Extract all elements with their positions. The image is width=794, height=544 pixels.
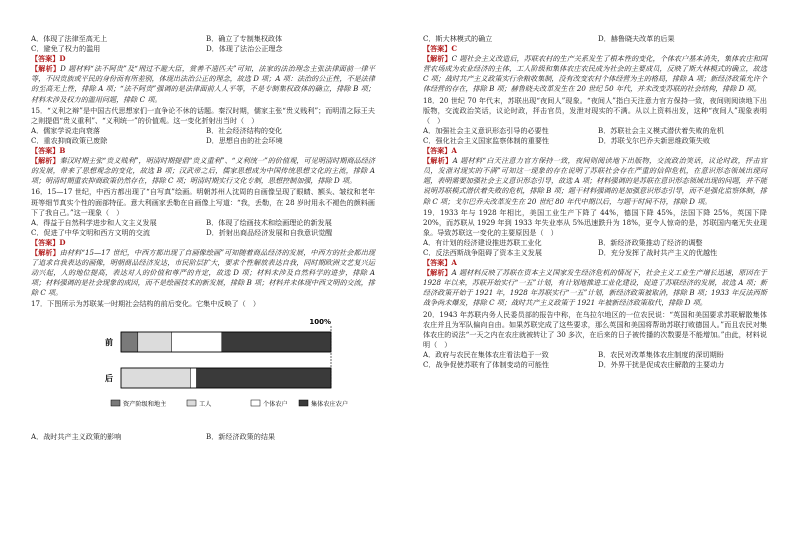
q17-explanation [423, 54, 767, 94]
q17-expl-body: C 题社会主义改造后，苏联农村的生产关系发生了根本性的变化，个体农户基本消失，集体农庄和国营农场成为农业经济的主体，工人阶级和集体农庄农民成为社会的主要成员，反映了斯大林模式的确立，故选 C 项；战时共产主义政策实行余粮收集制，没有改变农村个体经营为主的格局，排除 A 项；新经济政策允许个体经营的存在，排除 B 项；赫鲁晓夫改革发生在 20 世纪 50 年代，并未改变苏联的社会结构，排除 D 项。 [423, 54, 767, 94]
q15-option-b: B．社会经济结构的变化 [206, 125, 283, 135]
q15-option-d: D．思想自由的社会环境 [206, 135, 283, 145]
q19-options [423, 238, 767, 258]
q14-options [31, 34, 375, 54]
q16-answer: 【答案】D [31, 237, 66, 247]
q19-option-a: A．有计划的经济建设推进苏联工业化 [423, 237, 542, 247]
q14-expl-body: D 题材料“法不阿贵”及“刑过不避大臣，赏善不遗匹夫”可知，法家的法治理念主张法律面前一律平等，不因贵族或平民的身份而有所差别，体现出法治公正的理念，故选 D 项；A 项：法治的公正性，不是法律的至高无上性，排除 A 项；“法不阿贵”强调的是法律面前人人平等，不是专制集权政体的确立，排除 B 项；材料未涉及权力的滥用问题，排除 C 项。 [31, 64, 376, 104]
chart-category-label: 前 [105, 337, 113, 347]
q20-stem: 20．1943 年苏联内务人民委员部的报告中称，在乌拉尔地区的一位农民说：“英国和美国要求苏联解散集体农庄并且为军队偏向自由。如果苏联完成了这些要求，那么英国和美国将帮助苏联打败德国人。”而且农民对集体农庄的说法“一天之内在农庄就被转让了 30 多次，在后来的日子被传播的次数要是不能增加。”由此，材料说明（ ） [423, 309, 767, 349]
q14-option-c: C．避免了权力的滥用 [31, 44, 101, 54]
q16-option-c: C．促进了中华文明和西方文明的交流 [31, 227, 150, 237]
q18-stem: 18．20 世纪 70 年代末，苏联出现“夜间人”现象。“夜间人”指白天注意力官方保持一致，夜间则阅读地下出版物，交流政治笑话，议论时政，抨击官员，发泄对现实的不满。从以上资料出发，这种“夜间人”现象表明（ ） [423, 95, 767, 125]
q19-expl-body: A 题材料反映了苏联在资本主义国家发生经济危机的情况下，社会主义工业生产增长迅速，原因在于 1928 年以来，苏联开始实行“一五”计划，有计划地推进工业化建设，促进了苏联经济的发展，故选 A 项；新经济政策开始于 1921 年，1928 年苏联实行“一五”计划，新经济政策被取消，排除 B 项；1933 年反法西斯战争尚未爆发，排除 C 项；战时共产主义政策于 1921 年被新经济政策取代，排除 D 项。 [423, 268, 768, 308]
q17-option-b: B．新经济政策的结果 [206, 431, 276, 441]
chart-max-label: 100% [309, 317, 331, 326]
q15-expl-tag: 【解析】 [31, 156, 60, 166]
q15-stem: 15．“义利之辩”是中国古代思想家们一直争论不休的话题。秦汉时期，儒家主张“贵义贱利”；而明清之际王夫之则提倡“贵义重利”、“义利统一”的价值观。这一变化折射出当时（ ） [31, 105, 375, 125]
q18-expl-tag: 【解析】 [423, 156, 453, 166]
q16-option-d: D．折射出商品经济发展和自我意识觉醒 [206, 227, 333, 237]
q14-option-a: A．体现了法律至高无上 [31, 34, 108, 43]
q16-option-b: B．体现了绘画技术和绘画理论的新发展 [206, 217, 332, 227]
q15-option-c: C．重农抑商政策已废除 [31, 135, 108, 145]
q14-answer: 【答案】D [31, 54, 66, 64]
q18-option-c: C．强化社会主义国家监察体制的重要性 [423, 135, 550, 145]
q15-answer: 【答案】B [31, 146, 66, 156]
q20-option-c: C．战争促使苏联有了体制变动的可能性 [423, 360, 550, 369]
q16-stem: 16．15—17 世纪，中西方都出现了“自写真”绘画。明朝苏州人沈周的自画像呈现了眼睛、额头、皱纹和老年斑等细节真实个性的面部特征。意大利画家丢勒在自画像上写道：“我，丢勒，在 28 岁时用永不褪色的颜料画下了我自己。”这一现象（ ） [31, 187, 375, 217]
q19-option-b: B．新经济政策推动了经济的调整 [598, 237, 703, 247]
chart-legend-swatch [111, 400, 120, 406]
q17-options-cont [423, 34, 767, 44]
q18-answer: 【答案】A [423, 146, 457, 156]
q17-option-d: D．赫鲁晓夫改革的后果 [598, 34, 675, 43]
q19-stem: 19．1933 年与 1928 年相比，美国工业生产下降了 44%，德国下降 45%，法国下降 25%，英国下降 20%，而苏联从 1929 年到 1933 年失业率从 5%迅速跌升为 18%，更令人惊奇的是，苏联国内毫无失业现象。导致苏联这一变化的主要原因是（ ） [423, 207, 767, 237]
q19-answer: 【答案】A [423, 258, 457, 268]
chart-bar-segment [121, 368, 190, 388]
q18-option-d: D．苏联戈尔巴乔夫新思维政策失败 [598, 135, 711, 145]
q17-expl-tag: 【解析】 [423, 54, 452, 64]
chart-category-label: 后 [105, 373, 113, 383]
q14-expl-tag: 【解析】 [31, 64, 61, 74]
q16-expl-body: 由材料“15—17 世纪，中西方都出现了自画像绘画”可知随着商品经济的发展，中西方的社会都出现了追求自我表达的画像，明朝商品经济发达，市民阶层扩大，要求个性解放表达自我，同时期欧洲文艺复兴运动兴起，人的地位提高，表达对人的价值和尊严的肯定，故选 D 项；材料未涉及自然科学的进步，排除 A 项；材料强调的是社会现象的成因，而不是绘画技术的新发展，排除 B 项；材料并未体现中西文明的交流，排除 C 项。 [31, 247, 376, 298]
q17-option-c: C．斯大林模式的确立 [423, 34, 493, 43]
chart-legend-swatch [187, 400, 196, 406]
q18-explanation [423, 156, 767, 206]
q17-option-a: A．战时共产主义政策的影响 [31, 431, 122, 441]
q16-options [31, 218, 375, 238]
q17-options [31, 432, 375, 442]
chart-bar-segment [121, 332, 138, 352]
q17-stem: 17．下图所示为苏联某一时期社会结构的前后变化。它集中反映了（ ） [31, 299, 260, 309]
q18-option-b: B．苏联社会主义模式潜伏着失败的危机 [598, 125, 724, 135]
chart-legend-label: 个体农户 [263, 400, 288, 408]
q14-explanation [31, 64, 375, 104]
chart-bar-segment [190, 368, 196, 388]
q18-expl-body: A 题材料“白天注意力官方保持一致，夜间则阅读地下出版物，交流政治笑话，议论时政，抨击官员，发泄对现实的不满”可知这一现象的存在说明了苏联社会存在严重的信仰危机，在意识形态领域出现问题，表明需要加强社会主义意识形态引导，故选 A 项；材料强调的是苏联在意识形态领域出现的问题，并不能说明苏联模式潜伏着失败的危机，排除 B 项；题干材料强调的是加强意识形态引导，而不是强化监察体制，排除 C 项；戈尔巴乔夫改革发生在 20 世纪 80 年代中期以后，与题干时间不符，排除 D 项。 [423, 156, 767, 206]
q17-answer: 【答案】C [423, 44, 458, 54]
q20-option-d: D．外界干扰是促成农庄解散的主要动力 [598, 360, 725, 369]
chart-legend-swatch [251, 400, 260, 406]
right-column [423, 34, 767, 370]
chart-legend-label: 资产阶级和地主 [123, 400, 167, 408]
chart-bar-segment [197, 368, 331, 388]
chart-legend-label: 工人 [199, 400, 212, 408]
q20-options [423, 350, 767, 370]
q20-option-b: B．农民对改革集体农庄制度的深切期盼 [598, 349, 724, 359]
q18-option-a: A．加强社会主义意识形态引导的必要性 [423, 125, 549, 135]
q16-option-a: A．得益于自然科学进步和人文主义发展 [31, 217, 157, 227]
social-structure-chart [31, 312, 375, 430]
q19-explanation [423, 268, 767, 308]
chart-legend-label: 集体农庄农户 [311, 400, 349, 408]
chart-legend-swatch [299, 400, 308, 406]
q15-options [31, 126, 375, 146]
q19-option-d: D．充分发挥了战时共产主义的优越性 [598, 247, 718, 257]
q16-expl-tag: 【解析】 [31, 247, 60, 257]
q20-option-a: A．政府与农民在集体农庄看法趋于一致 [423, 349, 549, 359]
stacked-bar-chart [31, 312, 375, 430]
q14-option-d: D．体现了法治公正理念 [206, 44, 283, 54]
q16-explanation [31, 248, 375, 298]
chart-bar-segment [138, 332, 172, 352]
chart-bar-segment [222, 332, 331, 352]
left-column [31, 34, 375, 442]
q19-option-c: C．反法西斯战争阻碍了资本主义发展 [423, 247, 542, 257]
q15-explanation [31, 156, 375, 186]
q15-expl-body: 秦汉时期主张“贵义贱利”，明清时期提倡“贵义重利”、“义利统一”的价值观，可见明清时期商品经济的发展，带来了思想观念的变化，故选 B 项；汉武帝之后，儒家思想成为中国传统思想文化的主流，排除 A 项；明清时期重农抑商政策仍然存在，排除 C 项；明清时期实行文化专制，思想控制加强，排除 D 项。 [31, 156, 375, 186]
q18-options [423, 126, 767, 146]
chart-bar-segment [171, 332, 221, 352]
q19-expl-tag: 【解析】 [423, 268, 452, 278]
q14-option-b: B．确立了专制集权政体 [206, 34, 283, 43]
q15-option-a: A．儒家学说走向衰落 [31, 125, 100, 135]
